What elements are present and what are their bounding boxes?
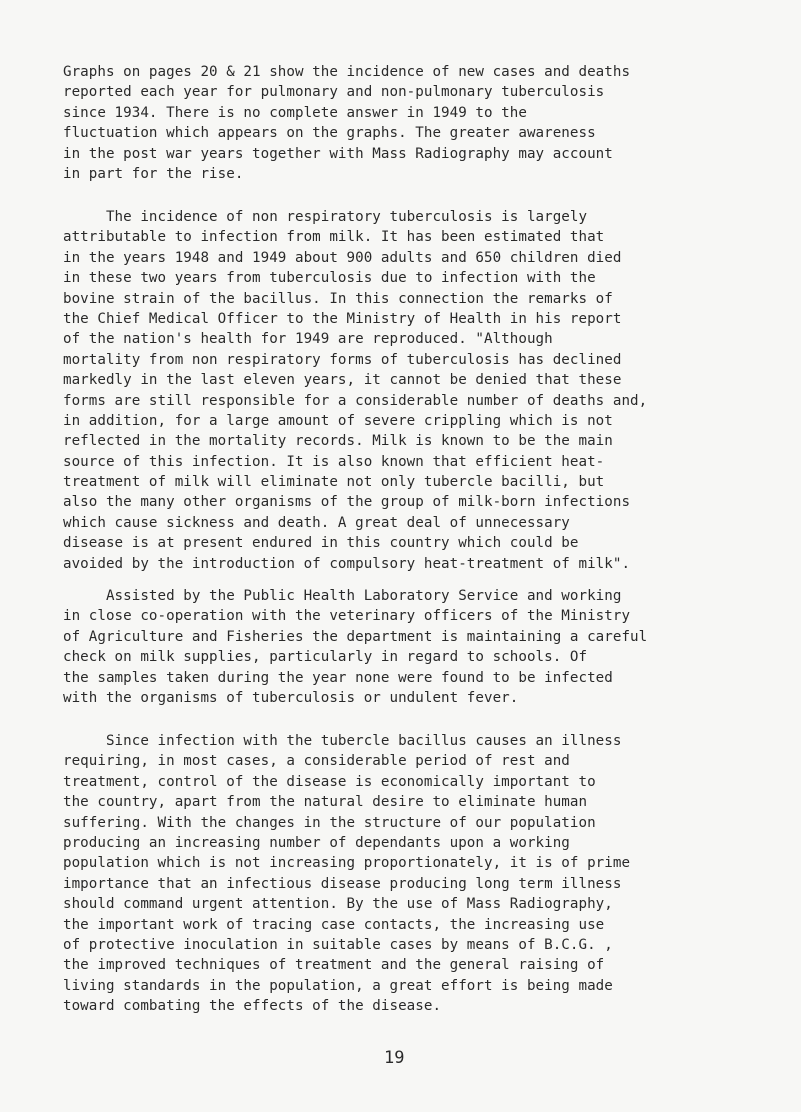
text-line: source of this infection. It is also known that efficient heat- bbox=[63, 453, 605, 470]
paragraph-4 bbox=[63, 731, 630, 1016]
text-line: forms are still responsible for a considerable number of deaths and, bbox=[63, 392, 648, 409]
text-line: treatment of milk will eliminate not only tubercle bacilli, but bbox=[63, 474, 605, 491]
text-line: which cause sickness and death. A great deal of unnecessary bbox=[63, 514, 570, 531]
text-line: in close co-operation with the veterinary officers of the Ministry bbox=[63, 608, 631, 625]
text-line: the country, apart from the natural desire to eliminate human bbox=[63, 794, 588, 811]
text-line: of the nation's health for 1949 are reproduced. "Although bbox=[63, 331, 553, 348]
text-line: attributable to infection from milk. It has been estimated that bbox=[63, 229, 605, 246]
text-line: the Chief Medical Officer to the Ministry of Health in his report bbox=[63, 310, 622, 327]
text-line: markedly in the last eleven years, it cannot be denied that these bbox=[63, 372, 622, 389]
text-line: with the organisms of tuberculosis or undulent fever. bbox=[63, 689, 519, 706]
text-line: since 1934. There is no complete answer in 1949 to the bbox=[63, 104, 527, 121]
text-line: should command urgent attention. By the use of Mass Radiography, bbox=[63, 896, 613, 913]
text-line: producing an increasing number of dependants upon a working bbox=[63, 834, 570, 851]
text-line: avoided by the introduction of compulsory heat-treatment of milk". bbox=[63, 555, 631, 572]
paragraph-3 bbox=[63, 586, 647, 708]
text-line: mortality from non respiratory forms of tuberculosis has declined bbox=[63, 351, 622, 368]
paragraph-1 bbox=[63, 62, 630, 184]
text-line: reported each year for pulmonary and non-pulmonary tuberculosis bbox=[63, 84, 605, 101]
text-line: toward combating the effects of the disease. bbox=[63, 998, 442, 1015]
text-line: living standards in the population, a great effort is being made bbox=[63, 977, 613, 994]
text-line: the important work of tracing case contacts, the increasing use bbox=[63, 916, 605, 933]
text-line: check on milk supplies, particularly in regard to schools. Of bbox=[63, 649, 588, 666]
text-line: also the many other organisms of the group of milk-born infections bbox=[63, 494, 631, 511]
text-line: Since infection with the tubercle bacillus causes an illness bbox=[63, 733, 622, 749]
text-line: in the post war years together with Mass Radiography may account bbox=[63, 145, 613, 162]
text-line: population which is not increasing proportionately, it is of prime bbox=[63, 855, 631, 872]
text-line: bovine strain of the bacillus. In this connection the remarks of bbox=[63, 290, 613, 307]
text-line: importance that an infectious disease producing long term illness bbox=[63, 875, 622, 892]
page-number: 19 bbox=[384, 1048, 405, 1068]
text-line: disease is at present endured in this country which could be bbox=[63, 535, 579, 552]
text-line: in the years 1948 and 1949 about 900 adults and 650 children died bbox=[63, 249, 622, 266]
text-line: fluctuation which appears on the graphs. The greater awareness bbox=[63, 125, 596, 142]
text-line: the samples taken during the year none were found to be infected bbox=[63, 669, 613, 686]
text-line: in these two years from tuberculosis due to infection with the bbox=[63, 270, 596, 287]
text-line: treatment, control of the disease is economically important to bbox=[63, 773, 596, 790]
text-line: reflected in the mortality records. Milk is known to be the main bbox=[63, 433, 613, 450]
text-line: suffering. With the changes in the structure of our population bbox=[63, 814, 596, 831]
text-line: of protective inoculation in suitable cases by means of B.C.G. , bbox=[63, 936, 613, 953]
text-line: in addition, for a large amount of severe crippling which is not bbox=[63, 412, 613, 429]
text-line: Graphs on pages 20 & 21 show the incidence of new cases and deaths bbox=[63, 64, 631, 80]
text-line: in part for the rise. bbox=[63, 165, 244, 182]
paragraph-2 bbox=[63, 207, 647, 574]
text-line: the improved techniques of treatment and the general raising of bbox=[63, 957, 605, 974]
text-line: The incidence of non respiratory tuberculosis is largely bbox=[63, 209, 588, 225]
text-line: requiring, in most cases, a considerable period of rest and bbox=[63, 753, 570, 770]
text-line: Assisted by the Public Health Laboratory Service and working bbox=[63, 588, 622, 604]
text-line: of Agriculture and Fisheries the department is maintaining a careful bbox=[63, 628, 648, 645]
